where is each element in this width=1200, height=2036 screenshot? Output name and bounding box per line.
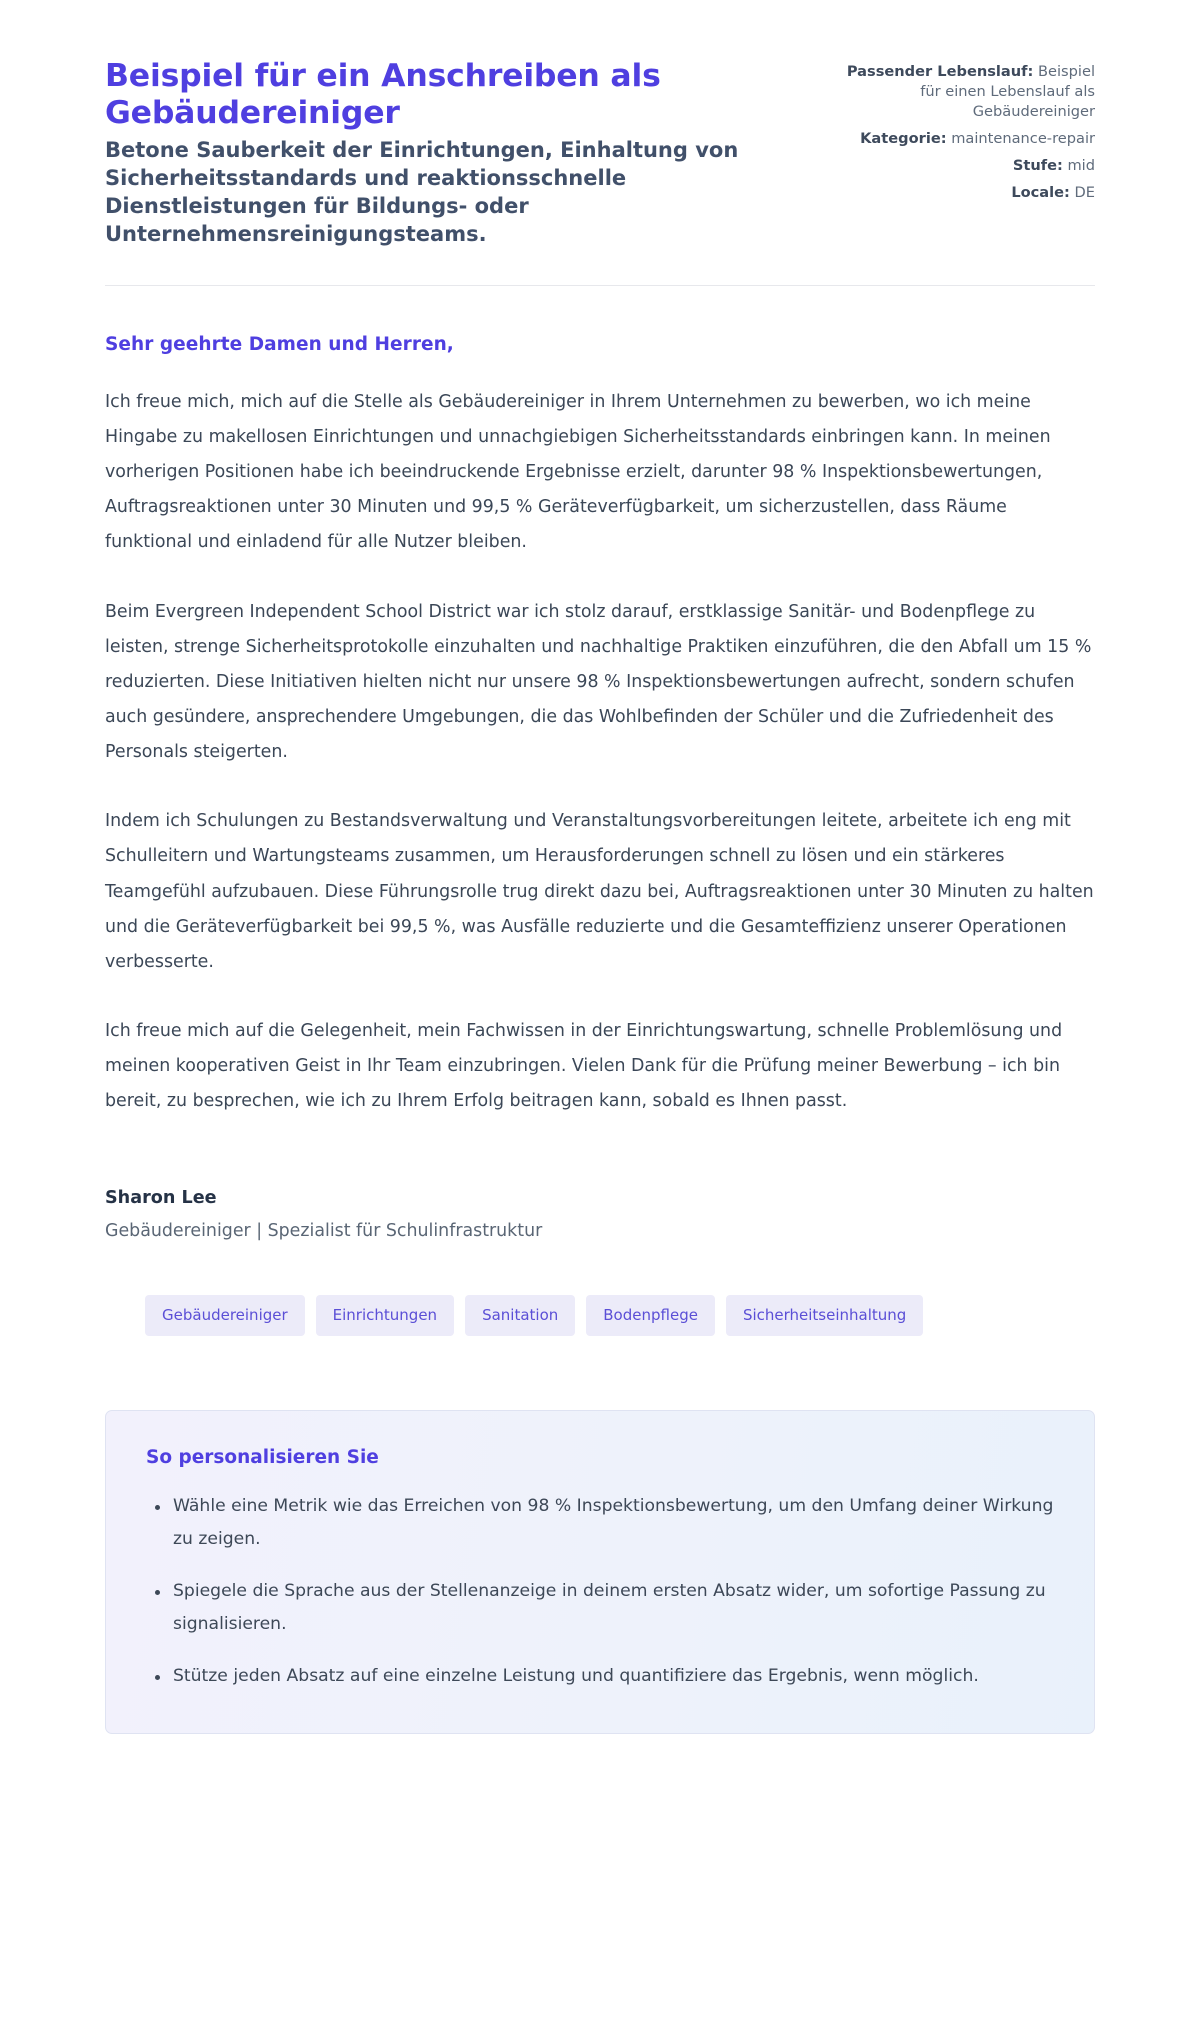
meta-row-level [845,156,1095,176]
letter-paragraph: Beim Evergreen Independent School District war ich stolz darauf, erstklassige Sanitär- und Bodenpflege zu leisten, strenge Sicherheitsprotokolle einzuhalten und nachhaltige Praktiken einzuführen, die den Abfall um 15 % reduzierten. Diese Initiativen hielten nicht nur unsere 98 % Inspektionsbewertungen aufrecht, sondern schufen auch gesündere, ansprechendere Umgebungen, die das Wohlbefinden der Schüler und die Zufriedenheit des Personals steigerten. [105,601,1092,763]
tips-list-item: Spiegele die Sprache aus der Stellenanzeige in deinem ersten Absatz wider, um sofortige Passung zu signalisieren. [169,1575,1054,1642]
signature-block [105,1154,1095,1241]
letter-body [105,286,1095,1120]
meta-label-matching-resume: Passender Lebenslauf: [846,63,1034,80]
signature-role: Gebäudereiniger | Spezialist für Schulinfrastruktur [105,1220,543,1241]
personalization-tips-panel [105,1410,1095,1735]
letter-paragraph: Ich freue mich, mich auf die Stelle als Gebäudereiniger in Ihrem Unternehmen zu bewerben, wo ich meine Hingabe zu makellosen Einrichtungen und unnachgiebigen Sicherheitsstandards einbringen kann. In meinen vorherigen Positionen habe ich beeindruckende Ergebnisse erzielt, darunter 98 % Inspektionsbewertungen, Auftragsreaktionen unter 30 Minuten und 99,5 % Geräteverfügbarkeit, um sicherzustellen, dass Räume funktional und einladend für alle Nutzer bleiben. [105,391,1051,553]
tips-list-item: Stütze jeden Absatz auf eine einzelne Leistung und quantifiziere das Ergebnis, wenn möglich. [169,1660,1054,1694]
meta-value-category: maintenance-repair [951,129,1095,147]
meta-value-matching-resume: Beispiel für einen Lebenslauf als Gebäudereiniger [920,63,1095,120]
tag-chip[interactable]: Gebäudereiniger [145,1295,305,1336]
tips-list-item: Wähle eine Metrik wie das Erreichen von 98 % Inspektionsbewertung, um den Umfang deiner Wirkung zu zeigen. [169,1490,1054,1557]
metadata-block [845,58,1095,205]
meta-label-category: Kategorie: [860,129,947,147]
tag-chip[interactable]: Einrichtungen [316,1295,454,1336]
header-title-block [105,58,805,249]
letter-paragraph: Ich freue mich auf die Gelegenheit, mein Fachwissen in der Einrichtungswartung, schnelle Problemlösung und meinen kooperativen Geist in Ihr Team einzubringen. Vielen Dank für die Prüfung meiner Bewerbung – ich bin bereit, zu besprechen, wie ich zu Ihrem Erfolg beitragen kann, sobald es Ihnen passt. [105,1021,1063,1112]
tips-list [146,1490,1054,1694]
tips-panel-title: So personalisieren Sie [146,1446,379,1468]
meta-row-locale [845,183,1095,203]
salutation: Sehr geehrte Damen und Herren, [105,333,454,355]
tag-chip[interactable]: Sicherheitseinhaltung [726,1295,923,1336]
tag-chip[interactable]: Sanitation [465,1295,575,1336]
meta-label-level: Stufe: [1012,156,1063,174]
page-subtitle: Betone Sauberkeit der Einrichtungen, Einhaltung von Sicherheitsstandards und reaktionsschnelle Dienstleistungen für Bildungs- oder Unternehmensreinigungsteams. [105,138,739,246]
signature-name: Sharon Lee [105,1187,217,1208]
meta-row-matching-resume [845,62,1095,122]
meta-value-locale: DE [1074,183,1095,201]
meta-value-level: mid [1067,156,1095,174]
letter-paragraph: Indem ich Schulungen zu Bestandsverwaltung und Veranstaltungsvorbereitungen leitete, arbeitete ich eng mit Schulleitern und Wartungsteams zusammen, um Herausforderungen schnell zu lösen und ein stärkeres Teamgefühl aufzubauen. Diese Führungsrolle trug direkt dazu bei, Auftragsreaktionen unter 30 Minuten zu halten und die Geräteverfügbarkeit bei 99,5 %, was Ausfälle reduzierte und die Gesamteffizienz unserer Operationen verbesserte. [105,811,1094,972]
document-header [105,0,1095,249]
meta-row-category [845,129,1095,149]
page-title: Beispiel für ein Anschreiben als Gebäudereiniger [105,58,661,131]
tag-chip[interactable]: Bodenpflege [586,1295,715,1336]
meta-label-locale: Locale: [1011,183,1070,201]
tag-list [105,1241,1095,1336]
